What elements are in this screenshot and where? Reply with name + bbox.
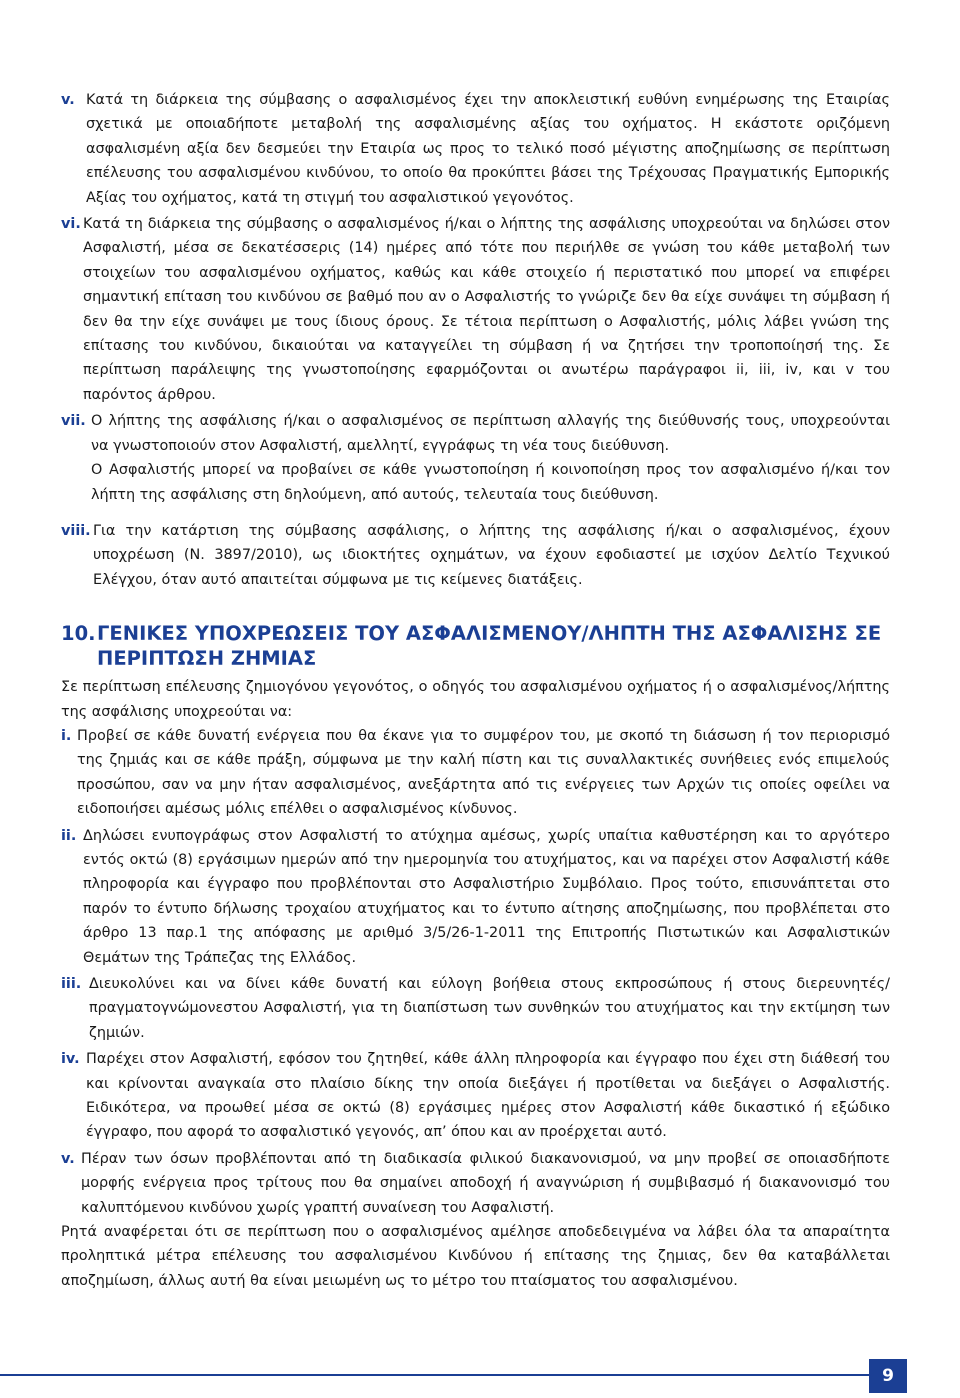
item-text-continued: Ο Ασφαλιστής μπορεί να προβαίνει σε κάθε γνωστοποίηση ή κοινοποίηση προς τον ασφαλισμένο ή/και τον λήπτη της ασφάλισης στη δηλούμενη, από αυτούς, τελευταία τους διεύθυνση. — [91, 462, 890, 503]
item-text: Ο λήπτης της ασφάλισης ή/και ο ασφαλισμένος σε περίπτωση αλλαγής της διεύθυνσής τους, υποχρεούνται να γνωστοποιούν στον Ασφαλιστή, αμελλητί, εγγράφως τη νέα τους διεύθυνση. — [91, 413, 890, 454]
section-item-iv — [61, 1047, 890, 1145]
item-text: Πέραν των όσων προβλέπονται από τη διαδικασία φιλικού διακανονισμού, να μην προβεί σε οποιασδήποτε μορφής ενέργεια προς τρίτους που θα σημαίνει αποδοχή ή αναγνώριση ή συμβιβασμό ή διακανονισμό του καλυπτόμενου κινδύνου χωρίς γραπτή συναίνεση του Ασφαλιστή. — [81, 1150, 890, 1216]
item-text: Παρέχει στον Ασφαλιστή, εφόσον του ζητηθεί, κάθε άλλη πληροφορία και έγγραφο που έχει στη διάθεσή του και κρίνονται αναγκαία στο πλαίσιο δίκης την οποία διεξάγει ή προτίθεται να διεξάγει ο Ασφαλιστής. Ειδικότερα, να προωθεί μέσα σε οκτώ (8) εργάσιμες ημέρες στον Ασφαλιστή κάθε δικαστικό ή εξώδικο έγγραφο, που αφορά το ασφαλιστικό γεγονός, απ’ όπου και αν προέρχεται αυτό. — [86, 1051, 890, 1141]
section-item-iii — [61, 972, 890, 1045]
item-number: iv. — [61, 1051, 80, 1068]
item-text: Κατά τη διάρκεια της σύμβασης ο ασφαλισμένος ή/και ο λήπτης της ασφάλισης υποχρεούται να δηλώσει στον Ασφαλιστή, μέσα σε δεκατέσσερις (14) ημέρες από τότε που περιήλθε σε γνώση του κάθε μεταβολή των στοιχείων του ασφαλισμένου οχήματος, καθώς και κάθε στοιχείο ή περιστατικό που μπορεί να επιφέρει σημαντική επίταση του κινδύνου σε βαθμό που αν ο Ασφαλιστής το γνώριζε δεν θα είχε συνάψει τη σύμβαση ή δεν θα την είχε συνάψει με τους ίδιους όρους. Σε τέτοια περίπτωση ο Ασφαλιστής, μόλις λάβει γνώση της επίτασης του κινδύνου, δικαιούται να καταγγείλει τη σύμβαση ή να ζητήσει την τροποποίησή της. Σε περίπτωση παράλειψης της γνωστοποίησης εφαρμόζονται οι ανωτέρω παράγραφοι ii, iii, iv, και v του παρόντος άρθρου. — [83, 216, 890, 403]
item-number: vi. — [61, 216, 81, 233]
item-number: v. — [61, 1150, 75, 1167]
item-number: v. — [61, 92, 75, 108]
section-intro: Σε περίπτωση επέλευσης ζημιογόνου γεγονότος, ο οδηγός του ασφαλισμένου οχήματος ή ο ασφαλισμένος/λήπτης της ασφάλισης υποχρεούται να: — [61, 679, 890, 720]
section-closing: Ρητά αναφέρεται ότι σε περίπτωση που ο ασφαλισμένος αμέλησε αποδεδειγμένα να λάβει όλα τα απαραίτητα προληπτικά μέτρα επέλευσης του ασφαλισμένου Κινδύνου ή επίτασης της ζημιας, δεν θα καταβάλλεται αποζημίωση, άλλως αυτή θα είναι μειωμένη ως το μέτρο του πταίσματος του ασφαλισμένου. — [61, 1224, 890, 1289]
item-text: Διευκολύνει και να δίνει κάθε δυνατή και εύλογη βοήθεια στους εκπροσώπους ή στους διερευνητές/πραγματογνώμονεστου Ασφαλιστή, για τη διαπίστωση των συνθηκών του ατυχήματος και την εκτίμηση των ζημιών. — [89, 976, 890, 1041]
page-content — [61, 88, 890, 1293]
section-number: 10. — [61, 622, 96, 646]
item-text: Προβεί σε κάθε δυνατή ενέργεια που θα έκανε για το συμφέρον του, με σκοπό τη διάσωση ή τον περιορισμό της ζημιάς και σε κάθε πράξη, σύμφωνα με την καλή πίστη και τις συναλλακτικές συνήθειες ενός επιμελούς προσώπου, σαν να μην ήταν ασφαλισμένος, ανεξάρτητα από τις ενέργειες των Αρχών τις οποίες οφείλει να ειδοποιήσει αμέσως μόλις επέλθει ο ασφαλισμένος κίνδυνος. — [77, 727, 890, 818]
item-text: Κατά τη διάρκεια της σύμβασης ο ασφαλισμένος έχει την αποκλειστική ευθύνη ενημέρωσης της Εταιρίας σχετικά με οποιαδήποτε μεταβολή της ασφαλισμένης αξίας του οχήματος. Η εκάστοτε οριζόμενη ασφαλισμένη αξία δεν δεσμεύει την Εταιρία ως προς το τελικό ποσό μέγιστης αποζημίωσης σε περίπτωση επέλευσης του ασφαλισμένου κινδύνου, το οποίο θα προκύπτει βάσει της Τρέχουσας Πραγματικής Εμπορικής Αξίας του οχήματος, κατά τη στιγμή του ασφαλιστικού γεγονότος. — [86, 92, 890, 206]
list-item-vii — [61, 409, 890, 507]
item-text: Για την κατάρτιση της σύμβασης ασφάλισης, ο λήπτης της ασφάλισης ή/και ο ασφαλισμένος, έχουν υποχρέωση (Ν. 3897/2010), ως ιδιοκτήτες οχημάτων, να έχουν εφοδιαστεί με ισχύον Δελτίο Τεχνικού Ελέγχου, όταν αυτό απαιτείται σύμφωνα με τις κείμενες διατάξεις. — [93, 522, 890, 588]
footer-rule — [0, 1374, 869, 1376]
item-number: ii. — [61, 827, 77, 844]
item-text: Δηλώσει ενυπογράφως στον Ασφαλιστή το ατύχημα αμέσως, χωρίς υπαίτια καθυστέρηση και το αργότερο εντός οκτώ (8) εργάσιμων ημερών από την ημερομηνία του ατυχήματος, και να παρέχει στον Ασφαλιστή κάθε πληροφορία και έγγραφο που προβλέπονται στο Ασφαλιστήριο Συμβόλαιο. Προς τούτο, επισυνάπτεται στο παρόν το έντυπο δήλωσης τροχαίου ατυχήματος και το έντυπο αίτησης αποζημίωσης, που προβλέπεται στο άρθρο 13 παρ.1 της απόφασης με αριθμό 3/5/26-1-2011 της Επιτροπής Πιστωτικών και Ασφαλιστικών Θεμάτων της Τράπεζας της Ελλάδος. — [83, 827, 890, 966]
section-item-ii — [61, 824, 890, 970]
list-item-v — [61, 88, 890, 210]
section-title: ΓΕΝΙΚΕΣ ΥΠΟΧΡΕΩΣΕΙΣ ΤΟΥ ΑΣΦΑΛΙΣΜΕΝΟΥ/ΛΗΠΤΗ ΤΗΣ ΑΣΦΑΛΙΣΗΣ ΣΕ ΠΕΡΙΠΤΩΣΗ ΖΗΜΙΑΣ — [97, 622, 882, 671]
section-item-v — [61, 1147, 890, 1220]
section-item-i — [61, 724, 890, 822]
section-heading — [61, 621, 890, 671]
page-number: 9 — [869, 1359, 907, 1393]
list-item-vi — [61, 212, 890, 407]
item-number: viii. — [61, 522, 91, 539]
item-number: iii. — [61, 976, 82, 992]
item-number: vii. — [61, 413, 86, 430]
item-number: i. — [61, 727, 72, 744]
list-item-viii — [61, 519, 890, 592]
